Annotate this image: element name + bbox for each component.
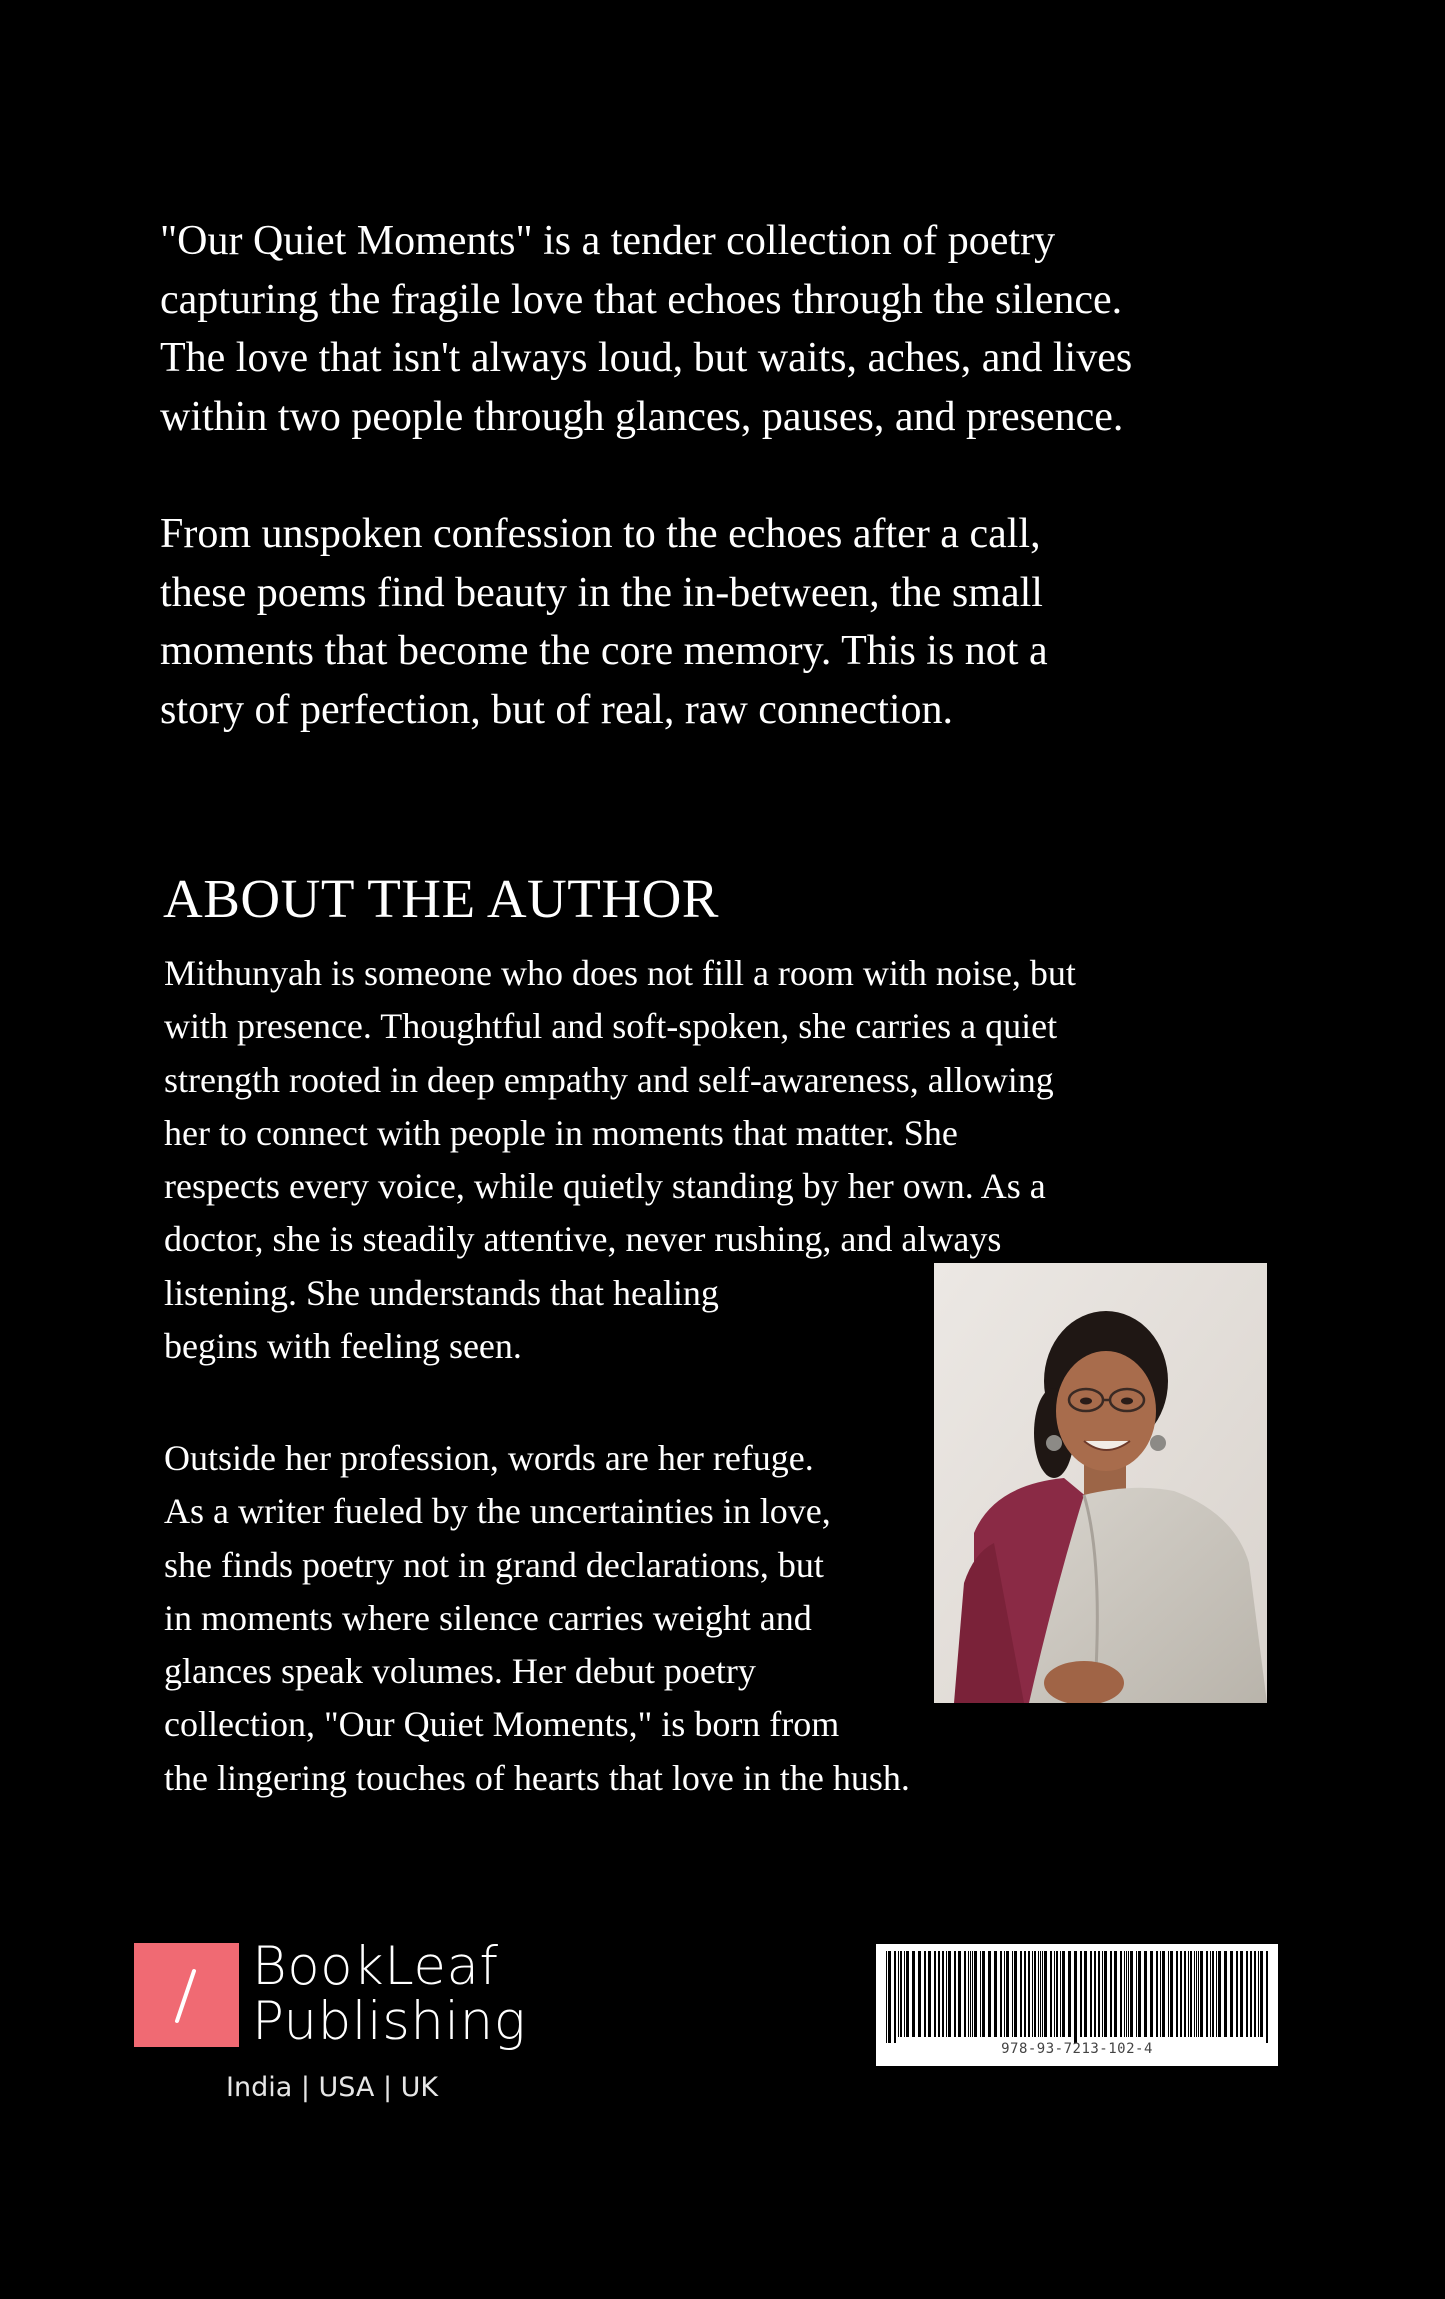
barcode-bar (1210, 1951, 1211, 2037)
barcode-bar (1068, 1951, 1071, 2037)
bio-line: strength rooted in deep empathy and self-awareness, allowing (164, 1059, 1054, 1100)
barcode-bar (1042, 1951, 1043, 2037)
bio-line: collection, "Our Quiet Moments," is born from (164, 1704, 840, 1745)
barcode-bar (1150, 1951, 1153, 2037)
barcode-bar (1194, 1951, 1195, 2037)
barcode-bar (1004, 1951, 1005, 2037)
blurb-line: capturing the fragile love that echoes through the silence. (160, 276, 1123, 323)
barcode-bar (1236, 1951, 1238, 2037)
barcode-bar (1156, 1951, 1158, 2037)
barcode-bar (964, 1951, 966, 2037)
barcode-bar (1190, 1951, 1192, 2037)
barcode-bar (912, 1951, 915, 2037)
barcode-bar (1080, 1951, 1082, 2037)
publisher-regions: India | USA | UK (226, 2072, 439, 2103)
barcode-bar (1138, 1951, 1141, 2037)
barcode-bar (1110, 1951, 1112, 2037)
barcode-bar (982, 1951, 985, 2037)
barcode-bar (1084, 1951, 1087, 2037)
barcode-bar (1120, 1951, 1122, 2037)
barcode-bar (1104, 1951, 1107, 2037)
barcode-bar (1050, 1951, 1052, 2037)
barcode-bar (1136, 1951, 1137, 2037)
blurb-line: within two people through glances, pauses, and presence. (160, 393, 1124, 440)
barcode-bar (1124, 1951, 1125, 2037)
barcode-bar (1180, 1951, 1182, 2037)
barcode-bar (1168, 1951, 1169, 2037)
barcode-bar (906, 1951, 909, 2037)
barcode-bar (1024, 1951, 1026, 2037)
slash-icon (134, 1943, 239, 2047)
bio-line: she finds poetry not in grand declarations, but (164, 1544, 824, 1585)
barcode-bar (888, 1951, 891, 2043)
blurb-line: story of perfection, but of real, raw connection. (160, 686, 954, 733)
bio-line: glances speak volumes. Her debut poetry (164, 1651, 756, 1692)
barcode-bar (904, 1951, 905, 2037)
barcode-bar (980, 1951, 981, 2037)
author-bio-paragraph-2 (164, 1432, 910, 1805)
barcode-bar (1006, 1951, 1009, 2037)
barcode-bar (1230, 1951, 1233, 2037)
barcode-bar (900, 1951, 902, 2037)
barcode-bar (934, 1951, 936, 2037)
bio-line: with presence. Thoughtful and soft-spoken, she carries a quiet (164, 1006, 1058, 1047)
barcode-bar (1098, 1951, 1100, 2037)
barcode-bar (1266, 1951, 1268, 2043)
barcode-bar (988, 1951, 991, 2037)
barcode-bar (1246, 1951, 1248, 2037)
publisher-logo-mark (134, 1943, 239, 2047)
bio-line: Mithunyah is someone who does not fill a room with noise, but (164, 953, 1076, 993)
blurb-line: "Our Quiet Moments" is a tender collection of poetry (160, 218, 1056, 264)
barcode-bar (1094, 1951, 1096, 2037)
barcode-bar (1196, 1951, 1197, 2037)
isbn-number: 978-93-7213-102-4 (1001, 2041, 1153, 2057)
barcode-bar (1198, 1951, 1199, 2037)
barcode-bar (894, 1951, 896, 2043)
bio-line: in moments where silence carries weight and (164, 1597, 812, 1638)
barcode-bar (1160, 1951, 1161, 2037)
barcode-bar (1224, 1951, 1227, 2037)
barcode-bar (1114, 1951, 1117, 2037)
barcode-bar (1128, 1951, 1129, 2037)
blurb-line: From unspoken confession to the echoes after a call, (160, 511, 1041, 557)
barcode-bar (1162, 1951, 1165, 2037)
publisher-logo (134, 1936, 534, 2113)
barcode-bar (970, 1951, 971, 2037)
blurb-paragraph-1 (160, 212, 1280, 446)
barcode-bar (1144, 1951, 1147, 2037)
barcode-bar (948, 1951, 951, 2037)
barcode-bar (1060, 1951, 1061, 2037)
barcode-bar (1170, 1951, 1173, 2037)
publisher-name-line-2: Publishing (252, 1991, 527, 2052)
blurb-paragraph-2 (160, 505, 1280, 739)
barcode-bar (994, 1951, 997, 2037)
barcode-bar (954, 1951, 956, 2037)
blurb-line: moments that become the core memory. This is not a (160, 628, 1048, 674)
barcode-bar (1254, 1951, 1256, 2037)
barcode-bar (886, 1951, 887, 2043)
barcode-bar (1014, 1951, 1017, 2037)
about-author-heading: ABOUT THE AUTHOR (163, 868, 719, 929)
barcode-bar (1258, 1951, 1259, 2037)
bio-line: doctor, she is steadily attentive, never rushing, and always (164, 1219, 1002, 1260)
bio-line: the lingering touches of hearts that love in the hush. (164, 1757, 910, 1798)
bio-line: begins with feeling seen. (164, 1326, 522, 1367)
barcode-bar (1126, 1951, 1127, 2037)
barcode-bar (974, 1951, 977, 2037)
barcode-bar (928, 1951, 931, 2037)
barcode-bar (1184, 1951, 1186, 2037)
isbn-barcode (876, 1944, 1278, 2066)
author-photo (934, 1263, 1267, 1703)
barcode-bar (1102, 1951, 1103, 2037)
barcode-bar (1212, 1951, 1214, 2037)
barcode-bar (1044, 1951, 1047, 2037)
barcode-bar (1090, 1951, 1092, 2037)
blurb-line: these poems find beauty in the in-between, the small (160, 569, 1043, 616)
barcode-bar (1062, 1951, 1065, 2037)
barcode-bar (1188, 1951, 1189, 2037)
barcode-bar (1034, 1951, 1036, 2037)
barcode-bar (942, 1951, 944, 2037)
barcode-bar (1040, 1951, 1041, 2037)
barcode-bar (1056, 1951, 1058, 2037)
barcode-bar (1206, 1951, 1208, 2037)
barcode-bar (1240, 1951, 1243, 2037)
barcode-bar (1218, 1951, 1221, 2037)
barcode-bar (938, 1951, 940, 2037)
barcode-bar (1176, 1951, 1178, 2037)
barcode-bar (1028, 1951, 1030, 2037)
bio-line: listening. She understands that healing (164, 1272, 719, 1313)
bio-line: respects every voice, while quietly standing by her own. As a (164, 1166, 1046, 1207)
barcode-bar (1216, 1951, 1217, 2037)
barcode-bar (946, 1951, 947, 2037)
barcode-bar (1200, 1951, 1203, 2037)
barcode-bar (1032, 1951, 1033, 2037)
bio-line: Outside her profession, words are her refuge. (164, 1438, 814, 1478)
barcode-bar (898, 1951, 899, 2037)
barcode-bar (918, 1951, 921, 2037)
bio-line: her to connect with people in moments that matter. She (164, 1112, 958, 1153)
barcode-bar (1250, 1951, 1252, 2037)
barcode-bar (1054, 1951, 1055, 2037)
barcode-bar (1000, 1951, 1002, 2037)
barcode-bar (1260, 1951, 1263, 2037)
blurb-line: The love that isn't always loud, but waits, aches, and lives (160, 335, 1133, 381)
barcode-bar (1012, 1951, 1013, 2037)
publisher-name-line-1: BookLeaf (252, 1936, 499, 1997)
barcode-bar (972, 1951, 973, 2037)
barcode-bar (958, 1951, 961, 2037)
barcode-bar (924, 1951, 926, 2037)
barcode-bar (1074, 1951, 1077, 2043)
barcode-bar (1038, 1951, 1039, 2037)
barcode-bar (968, 1951, 969, 2037)
bio-line: As a writer fueled by the uncertainties in love, (164, 1491, 831, 1532)
barcode-bar (1020, 1951, 1022, 2037)
barcode-bar (1130, 1951, 1133, 2037)
